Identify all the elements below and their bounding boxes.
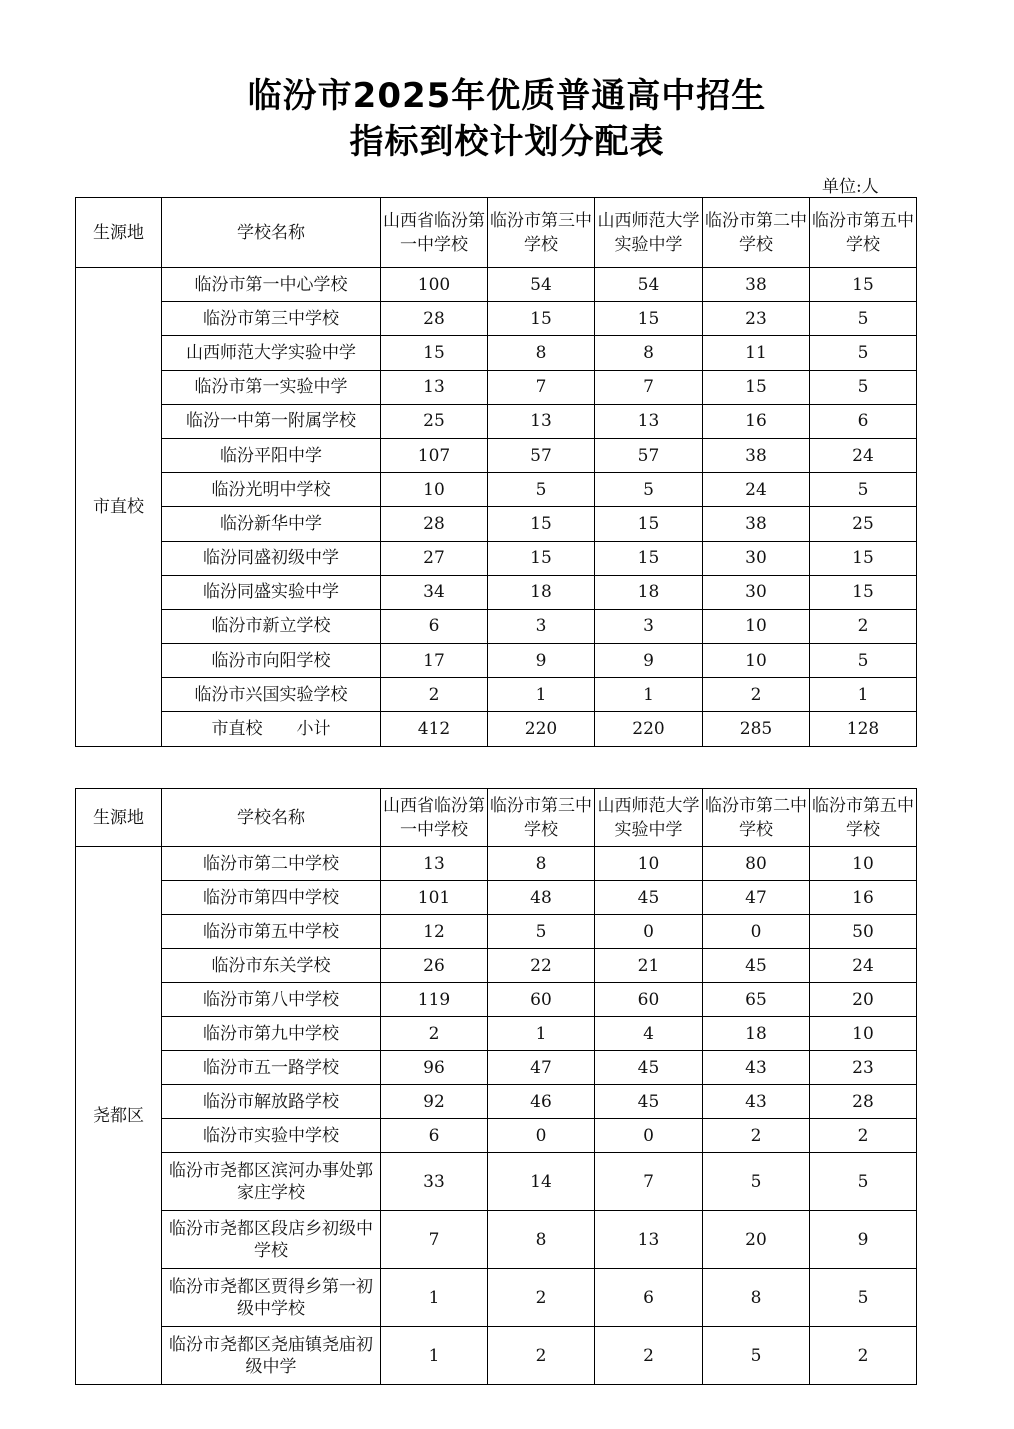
quota-cell: 17	[381, 644, 488, 678]
school-name-cell: 市直校 小计	[162, 712, 381, 746]
unit-label: 单位:人	[822, 177, 879, 197]
table-row	[76, 949, 917, 983]
quota-cell: 2	[810, 609, 917, 643]
table-row	[76, 644, 917, 678]
school-name-cell: 临汾同盛实验中学	[162, 575, 381, 609]
header-target-school-4: 临汾市第二中学校	[703, 198, 810, 268]
school-name-cell: 临汾市向阳学校	[162, 644, 381, 678]
school-name-cell: 临汾市新立学校	[162, 609, 381, 643]
header-target-school-5: 临汾市第五中学校	[810, 789, 917, 847]
quota-cell: 2	[703, 1119, 810, 1153]
quota-cell: 27	[381, 541, 488, 575]
school-name-cell: 临汾市第五中学校	[162, 915, 381, 949]
table-row	[76, 438, 917, 472]
quota-cell: 101	[381, 881, 488, 915]
quota-cell: 10	[381, 473, 488, 507]
quota-cell: 6	[595, 1269, 703, 1327]
table-row	[76, 302, 917, 336]
quota-cell: 2	[595, 1327, 703, 1385]
quota-cell: 5	[703, 1153, 810, 1211]
quota-cell: 13	[381, 847, 488, 881]
quota-cell: 5	[810, 370, 917, 404]
quota-cell: 16	[703, 404, 810, 438]
quota-cell: 5	[488, 915, 595, 949]
header-target-school-5: 临汾市第五中学校	[810, 198, 917, 268]
quota-cell: 34	[381, 575, 488, 609]
school-name-cell: 临汾平阳中学	[162, 438, 381, 472]
school-name-cell: 临汾市尧都区段店乡初级中学校	[162, 1211, 381, 1269]
school-name-cell: 临汾市五一路学校	[162, 1051, 381, 1085]
quota-cell: 15	[488, 302, 595, 336]
quota-cell: 47	[488, 1051, 595, 1085]
header-region: 生源地	[76, 198, 162, 268]
quota-cell: 5	[810, 644, 917, 678]
quota-cell: 21	[595, 949, 703, 983]
quota-cell: 45	[595, 1051, 703, 1085]
quota-cell: 65	[703, 983, 810, 1017]
quota-cell: 8	[488, 1211, 595, 1269]
quota-cell: 24	[703, 473, 810, 507]
quota-cell: 20	[810, 983, 917, 1017]
table-row	[76, 473, 917, 507]
quota-cell: 15	[810, 541, 917, 575]
quota-cell: 15	[810, 575, 917, 609]
quota-cell: 45	[595, 881, 703, 915]
table-row	[76, 712, 917, 746]
quota-cell: 5	[810, 1153, 917, 1211]
quota-cell: 28	[381, 507, 488, 541]
quota-cell: 119	[381, 983, 488, 1017]
table-row	[76, 1269, 917, 1327]
quota-cell: 2	[810, 1327, 917, 1385]
table-row	[76, 1085, 917, 1119]
header-school-name: 学校名称	[162, 789, 381, 847]
quota-cell: 23	[810, 1051, 917, 1085]
quota-cell: 23	[703, 302, 810, 336]
quota-cell: 285	[703, 712, 810, 746]
school-name-cell: 临汾市第四中学校	[162, 881, 381, 915]
header-target-school-3: 山西师范大学实验中学	[595, 789, 703, 847]
table-row	[76, 404, 917, 438]
school-name-cell: 临汾光明中学校	[162, 473, 381, 507]
table-row	[76, 575, 917, 609]
quota-cell: 14	[488, 1153, 595, 1211]
quota-cell: 15	[488, 507, 595, 541]
quota-cell: 96	[381, 1051, 488, 1085]
quota-cell: 6	[810, 404, 917, 438]
header-region: 生源地	[76, 789, 162, 847]
quota-cell: 15	[488, 541, 595, 575]
quota-cell: 30	[703, 575, 810, 609]
quota-cell: 3	[488, 609, 595, 643]
quota-cell: 0	[703, 915, 810, 949]
quota-cell: 10	[703, 644, 810, 678]
quota-cell: 54	[488, 268, 595, 302]
quota-cell: 128	[810, 712, 917, 746]
table-row	[76, 1119, 917, 1153]
quota-cell: 100	[381, 268, 488, 302]
quota-cell: 4	[595, 1017, 703, 1051]
quota-cell: 5	[810, 473, 917, 507]
quota-cell: 38	[703, 438, 810, 472]
table-row	[76, 1017, 917, 1051]
quota-cell: 57	[488, 438, 595, 472]
allocation-table-yaodu	[75, 788, 917, 1385]
page-title-line2: 指标到校计划分配表	[349, 122, 665, 162]
quota-cell: 2	[488, 1327, 595, 1385]
quota-cell: 57	[595, 438, 703, 472]
quota-cell: 7	[488, 370, 595, 404]
quota-cell: 25	[381, 404, 488, 438]
school-name-cell: 临汾市解放路学校	[162, 1085, 381, 1119]
quota-cell: 15	[595, 302, 703, 336]
table-row	[76, 541, 917, 575]
school-name-cell: 临汾市尧都区滨河办事处郭家庄学校	[162, 1153, 381, 1211]
quota-cell: 18	[488, 575, 595, 609]
school-name-cell: 临汾市第九中学校	[162, 1017, 381, 1051]
quota-cell: 24	[810, 949, 917, 983]
quota-cell: 6	[381, 1119, 488, 1153]
school-name-cell: 临汾市东关学校	[162, 949, 381, 983]
quota-cell: 15	[381, 336, 488, 370]
quota-cell: 20	[703, 1211, 810, 1269]
school-name-cell: 临汾市第一中心学校	[162, 268, 381, 302]
quota-cell: 9	[810, 1211, 917, 1269]
quota-cell: 10	[810, 1017, 917, 1051]
quota-cell: 54	[595, 268, 703, 302]
quota-cell: 38	[703, 268, 810, 302]
quota-cell: 43	[703, 1085, 810, 1119]
quota-cell: 2	[810, 1119, 917, 1153]
region-cell: 市直校	[76, 268, 162, 747]
quota-cell: 12	[381, 915, 488, 949]
table-row	[76, 881, 917, 915]
quota-cell: 107	[381, 438, 488, 472]
header-row	[76, 789, 917, 847]
quota-cell: 38	[703, 507, 810, 541]
quota-cell: 28	[810, 1085, 917, 1119]
quota-cell: 1	[595, 678, 703, 712]
school-name-cell: 临汾市尧都区尧庙镇尧庙初级中学	[162, 1327, 381, 1385]
table-row	[76, 1051, 917, 1085]
table-row	[76, 1327, 917, 1385]
quota-cell: 11	[703, 336, 810, 370]
quota-cell: 47	[703, 881, 810, 915]
quota-cell: 22	[488, 949, 595, 983]
quota-cell: 28	[381, 302, 488, 336]
quota-cell: 5	[488, 473, 595, 507]
quota-cell: 3	[595, 609, 703, 643]
quota-cell: 5	[810, 336, 917, 370]
header-target-school-1: 山西省临汾第一中学校	[381, 198, 488, 268]
quota-cell: 45	[703, 949, 810, 983]
quota-cell: 18	[703, 1017, 810, 1051]
quota-cell: 1	[810, 678, 917, 712]
quota-cell: 6	[381, 609, 488, 643]
quota-cell: 10	[810, 847, 917, 881]
quota-cell: 46	[488, 1085, 595, 1119]
school-name-cell: 临汾市兴国实验学校	[162, 678, 381, 712]
quota-cell: 7	[381, 1211, 488, 1269]
quota-cell: 9	[488, 644, 595, 678]
table-row	[76, 915, 917, 949]
table-row	[76, 847, 917, 881]
header-target-school-3: 山西师范大学实验中学	[595, 198, 703, 268]
quota-cell: 5	[810, 1269, 917, 1327]
school-name-cell: 临汾新华中学	[162, 507, 381, 541]
quota-cell: 8	[703, 1269, 810, 1327]
quota-cell: 220	[488, 712, 595, 746]
quota-cell: 48	[488, 881, 595, 915]
quota-cell: 30	[703, 541, 810, 575]
school-name-cell: 山西师范大学实验中学	[162, 336, 381, 370]
quota-cell: 60	[488, 983, 595, 1017]
quota-cell: 0	[488, 1119, 595, 1153]
school-name-cell: 临汾同盛初级中学	[162, 541, 381, 575]
quota-cell: 2	[488, 1269, 595, 1327]
header-school-name: 学校名称	[162, 198, 381, 268]
header-target-school-1: 山西省临汾第一中学校	[381, 789, 488, 847]
quota-cell: 0	[595, 1119, 703, 1153]
quota-cell: 10	[703, 609, 810, 643]
school-name-cell: 临汾市第二中学校	[162, 847, 381, 881]
table-row	[76, 268, 917, 302]
quota-cell: 33	[381, 1153, 488, 1211]
school-name-cell: 临汾市尧都区贾得乡第一初级中学校	[162, 1269, 381, 1327]
table-row	[76, 370, 917, 404]
school-name-cell: 临汾市第三中学校	[162, 302, 381, 336]
quota-cell: 80	[703, 847, 810, 881]
allocation-table-city	[75, 197, 917, 747]
quota-cell: 7	[595, 370, 703, 404]
quota-cell: 15	[810, 268, 917, 302]
quota-cell: 50	[810, 915, 917, 949]
table-row	[76, 678, 917, 712]
quota-cell: 5	[703, 1327, 810, 1385]
quota-cell: 26	[381, 949, 488, 983]
quota-cell: 1	[488, 1017, 595, 1051]
quota-cell: 8	[488, 847, 595, 881]
quota-cell: 5	[810, 302, 917, 336]
quota-cell: 2	[703, 678, 810, 712]
quota-cell: 15	[595, 541, 703, 575]
quota-cell: 2	[381, 1017, 488, 1051]
quota-cell: 1	[381, 1327, 488, 1385]
quota-cell: 13	[595, 1211, 703, 1269]
quota-cell: 2	[381, 678, 488, 712]
table-row	[76, 609, 917, 643]
quota-cell: 5	[595, 473, 703, 507]
school-name-cell: 临汾市第八中学校	[162, 983, 381, 1017]
table-row	[76, 983, 917, 1017]
table-row	[76, 1211, 917, 1269]
quota-cell: 25	[810, 507, 917, 541]
quota-cell: 0	[595, 915, 703, 949]
region-cell: 尧都区	[76, 847, 162, 1385]
table-row	[76, 507, 917, 541]
quota-cell: 9	[595, 644, 703, 678]
quota-cell: 1	[381, 1269, 488, 1327]
table-row	[76, 336, 917, 370]
quota-cell: 24	[810, 438, 917, 472]
quota-cell: 7	[595, 1153, 703, 1211]
quota-cell: 92	[381, 1085, 488, 1119]
quota-cell: 60	[595, 983, 703, 1017]
quota-cell: 45	[595, 1085, 703, 1119]
quota-cell: 412	[381, 712, 488, 746]
header-target-school-4: 临汾市第二中学校	[703, 789, 810, 847]
quota-cell: 10	[595, 847, 703, 881]
quota-cell: 16	[810, 881, 917, 915]
quota-cell: 13	[595, 404, 703, 438]
school-name-cell: 临汾市第一实验中学	[162, 370, 381, 404]
quota-cell: 18	[595, 575, 703, 609]
school-name-cell: 临汾市实验中学校	[162, 1119, 381, 1153]
school-name-cell: 临汾一中第一附属学校	[162, 404, 381, 438]
table-row	[76, 1153, 917, 1211]
quota-cell: 43	[703, 1051, 810, 1085]
quota-cell: 13	[381, 370, 488, 404]
quota-cell: 1	[488, 678, 595, 712]
header-target-school-2: 临汾市第三中学校	[488, 789, 595, 847]
quota-cell: 13	[488, 404, 595, 438]
quota-cell: 8	[595, 336, 703, 370]
header-target-school-2: 临汾市第三中学校	[488, 198, 595, 268]
header-row	[76, 198, 917, 268]
quota-cell: 220	[595, 712, 703, 746]
quota-cell: 8	[488, 336, 595, 370]
quota-cell: 15	[703, 370, 810, 404]
quota-cell: 15	[595, 507, 703, 541]
page-title-line1: 临汾市2025年优质普通高中招生	[247, 76, 767, 116]
